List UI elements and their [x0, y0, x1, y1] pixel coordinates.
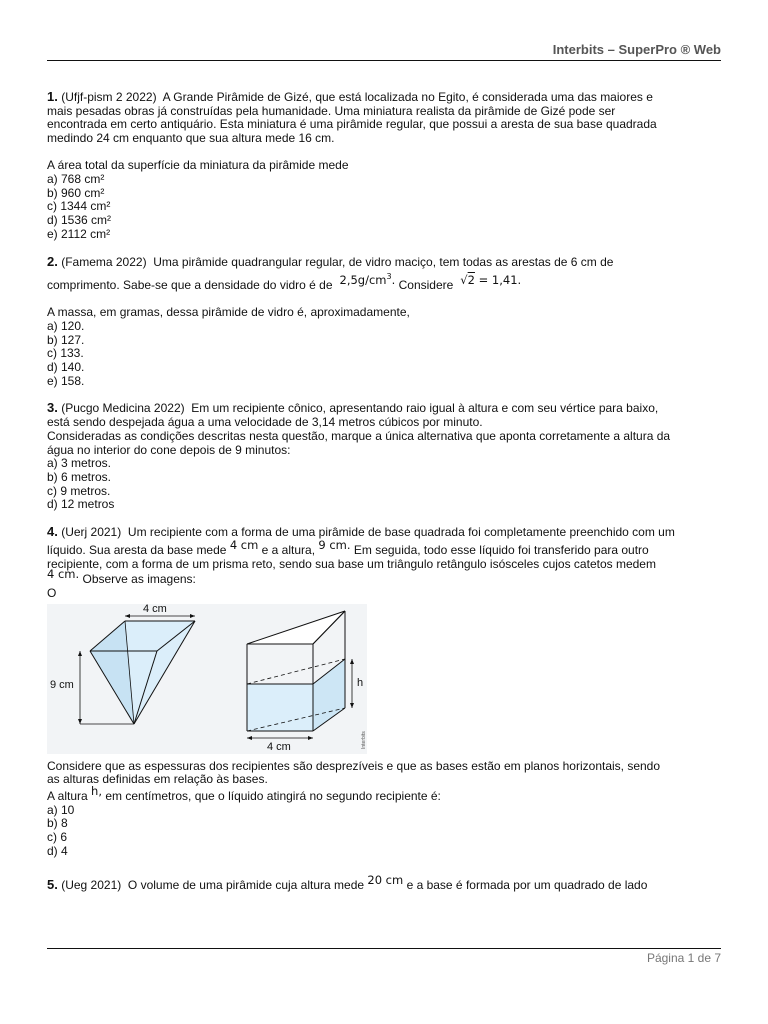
question-text-line: Considere	[398, 278, 454, 293]
question-source: (Uerj 2021)	[61, 525, 122, 540]
question-number: 4	[47, 524, 55, 540]
answer-option: b) 8	[47, 816, 68, 831]
question-text-line: Consideradas as condições descritas nesta questão, marque a única alternativa que aponta corretamente a altura da	[47, 428, 671, 443]
answer-option: a) 10	[47, 802, 75, 817]
pyramid-top-label: 4 cm	[143, 603, 167, 615]
figure-containers	[47, 604, 377, 754]
question-text-line: Considere que as espessuras dos recipientes são desprezíveis e que as bases estão em planos horizontais, sendo	[47, 758, 661, 773]
answer-option: d) 12 metros	[47, 497, 115, 512]
answer-option: c) 1344 cm²	[47, 199, 111, 214]
question-text-line: Uma pirâmide quadrangular regular, de vidro maciço, tem todas as arestas de 6 cm de	[153, 254, 614, 269]
question-text-line: medindo 24 cm enquanto que sua altura mede 16 cm.	[47, 131, 335, 146]
question-1: 1. (Ufjf-pism 2 2022) A Grande Pirâmide de Gizé, que está localizada no Egito, é considerada uma das maiores e mais pesadas obras já construídas pela humanidade. Uma miniatura realista da pirâmide de Gizé pode ser encontrada em certo antiquário. Esta miniatura é uma pirâmide regular, que possui a aresta de sua base quadrada medindo 24 cm enquanto que sua altura mede 16 cm. A área total da superfície da miniatura da pirâmide mede a) 768 cm² b) 960 cm² c) 1344 cm² d) 1536 cm² e) 2112 cm²	[47, 90, 725, 242]
question-source: (Ueg 2021)	[61, 877, 122, 892]
question-prompt: A massa, em gramas, dessa pirâmide de vidro é, aproximadamente,	[47, 305, 410, 320]
answer-option: a) 768 cm²	[47, 172, 105, 187]
pyramid-height-label: 9 cm	[50, 678, 74, 691]
math-h: h,	[91, 784, 102, 799]
dimension-arrow	[350, 703, 354, 708]
question-number: 3	[47, 400, 55, 416]
question-text-line: recipiente, com a forma de um prisma reto, sendo sua base um triângulo retângulo isósceles cujos catetos medem	[47, 556, 656, 571]
question-text-line: Em um recipiente cônico, apresentando raio igual à altura e com seu vértice para baixo,	[191, 401, 659, 416]
question-3: 3. (Pucgo Medicina 2022) Em um recipiente cônico, apresentando raio igual à altura e com seu vértice para baixo, está sendo despejada água a uma velocidade de 3,14 metros cúbicos por minuto. Consideradas as condições descritas nesta questão, marque a única alternativa que aponta corretamente a altura da água no interior do cone depois de 9 minutos: a) 3 metros. b) 6 metros. c) 9 metros. d) 12 metros	[47, 401, 725, 512]
answer-option: c) 9 metros.	[47, 483, 111, 498]
answer-option: e) 158.	[47, 373, 85, 388]
question-text-line: Um recipiente com a forma de uma pirâmide de base quadrada foi completamente preenchido com um	[127, 525, 675, 540]
answer-option: d) 4	[47, 843, 68, 858]
answer-option: d) 1536 cm²	[47, 213, 112, 228]
question-text-line: líquido. Sua aresta da base mede	[47, 542, 227, 557]
question-text-line: A Grande Pirâmide de Gizé, que está localizada no Egito, é considerada uma das maiores e	[162, 90, 653, 104]
dimension-arrow	[350, 659, 354, 664]
dimension-arrow	[78, 651, 82, 656]
dimension-arrow	[190, 614, 195, 618]
answer-option: a) 120.	[47, 318, 85, 333]
dimension-arrow	[78, 719, 82, 724]
question-source: (Famema 2022)	[61, 254, 147, 269]
question-number: 5	[47, 876, 55, 892]
figure-drawing	[47, 604, 377, 754]
answer-option: d) 140.	[47, 360, 85, 375]
question-text-line: A altura	[47, 789, 88, 804]
answer-option: c) 6	[47, 830, 68, 845]
question-text-line: mais pesadas obras já construídas pela humanidade. Uma miniatura realista da pirâmide de Gizé pode ser	[47, 103, 616, 118]
answer-option: b) 127.	[47, 332, 85, 347]
question-text-line: Em seguida, todo esse líquido foi transferido para outro	[353, 542, 649, 557]
question-5: 5. (Ueg 2021) O volume de uma pirâmide cuja altura mede 20 cm e a base é formada por um quadrado de lado	[47, 872, 648, 892]
answer-option: a) 3 metros.	[47, 456, 112, 471]
question-source: (Ufjf-pism 2 2022)	[61, 90, 157, 104]
math-20cm: 20 cm	[367, 872, 404, 887]
question-text-line: e a base é formada por um quadrado de lado	[406, 877, 648, 892]
sqrt-formula: √2 = 1,41.	[456, 273, 522, 288]
question-text-line: comprimento. Sabe-se que a densidade do vidro é de	[47, 278, 333, 293]
prism-base-label: 4 cm	[267, 740, 291, 753]
question-text-line: O	[47, 585, 57, 600]
prism-liquid-side	[313, 659, 345, 731]
prism-liquid	[247, 684, 313, 731]
header-rule	[47, 60, 721, 61]
question-text-line: as alturas definidas em relação às bases.	[47, 772, 268, 787]
question-4: 4. (Uerj 2021) Um recipiente com a forma de uma pirâmide de base quadrada foi completamente preenchido com um líquido. Sua aresta da base mede 4 cm e a altura, 9 cm. Em seguida, todo esse líquido foi transferido para outro recipiente, com a forma de um prisma reto, sendo sua base um triângulo retângulo isósceles cujos catetos medem 4 cm. Observe as imagens: O 4 cm 9 cm h 4 cm Interbits Considere que as espessuras dos recipientes são desprezíveis e que as bases estão em planos horizontais, sendo as alturas definidas em relação às bases. A altura h, em centímetros, que o líquido atingirá no segundo recipiente é: a) 10 b) 8 c) 6 d) 4	[47, 525, 725, 858]
question-text-line: e a altura,	[261, 542, 316, 557]
answer-option: b) 960 cm²	[47, 185, 105, 200]
answer-option: c) 133.	[47, 346, 84, 361]
question-prompt: A área total da superfície da miniatura da pirâmide mede	[47, 158, 349, 173]
math-4cm-cateto: 4 cm.	[47, 567, 80, 582]
question-text-line: Observe as imagens:	[82, 572, 196, 587]
density-formula: $2,5g/cm^3$.	[339, 272, 396, 288]
question-text-line: em centímetros, que o líquido atingirá no segundo recipiente é:	[105, 789, 441, 804]
question-text-line: está sendo despejada água a uma velocidade de 3,14 metros cúbicos por minuto.	[47, 415, 483, 430]
math-4cm: 4 cm	[229, 537, 259, 552]
question-text-line: água no interior do cone depois de 9 minutos:	[47, 442, 291, 457]
question-text-line: encontrada em certo antiquário. Esta miniatura é uma pirâmide regular, que possui a aresta de sua base quadrada	[47, 117, 657, 132]
answer-option: e) 2112 cm²	[47, 226, 111, 241]
prism-h-label: h	[357, 676, 364, 689]
dimension-arrow	[247, 736, 252, 740]
page-header: Interbits – SuperPro ® Web	[552, 42, 721, 57]
footer-rule	[47, 948, 721, 949]
question-2: 2. (Famema 2022) Uma pirâmide quadrangular regular, de vidro maciço, tem todas as arestas de 6 cm de comprimento. Sabe-se que a densidade do vidro é de $2,5g/cm^3$. Considere √2 = 1,41. A massa, em gramas, dessa pirâmide de vidro é, aproximadamente, a) 120. b) 127. c) 133. d) 140. e) 158.	[47, 255, 725, 389]
question-source: (Pucgo Medicina 2022)	[61, 401, 185, 416]
dimension-arrow	[125, 614, 130, 618]
dimension-arrow	[308, 736, 313, 740]
page-footer: Página 1 de 7	[646, 951, 721, 965]
question-number: 1	[47, 89, 55, 104]
question-text-line: O volume de uma pirâmide cuja altura mede	[127, 877, 365, 892]
question-number: 2	[47, 253, 55, 269]
prism-top	[247, 611, 345, 644]
math-9cm: 9 cm.	[318, 537, 351, 552]
document-content	[47, 90, 725, 892]
answer-option: b) 6 metros.	[47, 470, 112, 484]
figure-credit: Interbits	[361, 730, 367, 749]
